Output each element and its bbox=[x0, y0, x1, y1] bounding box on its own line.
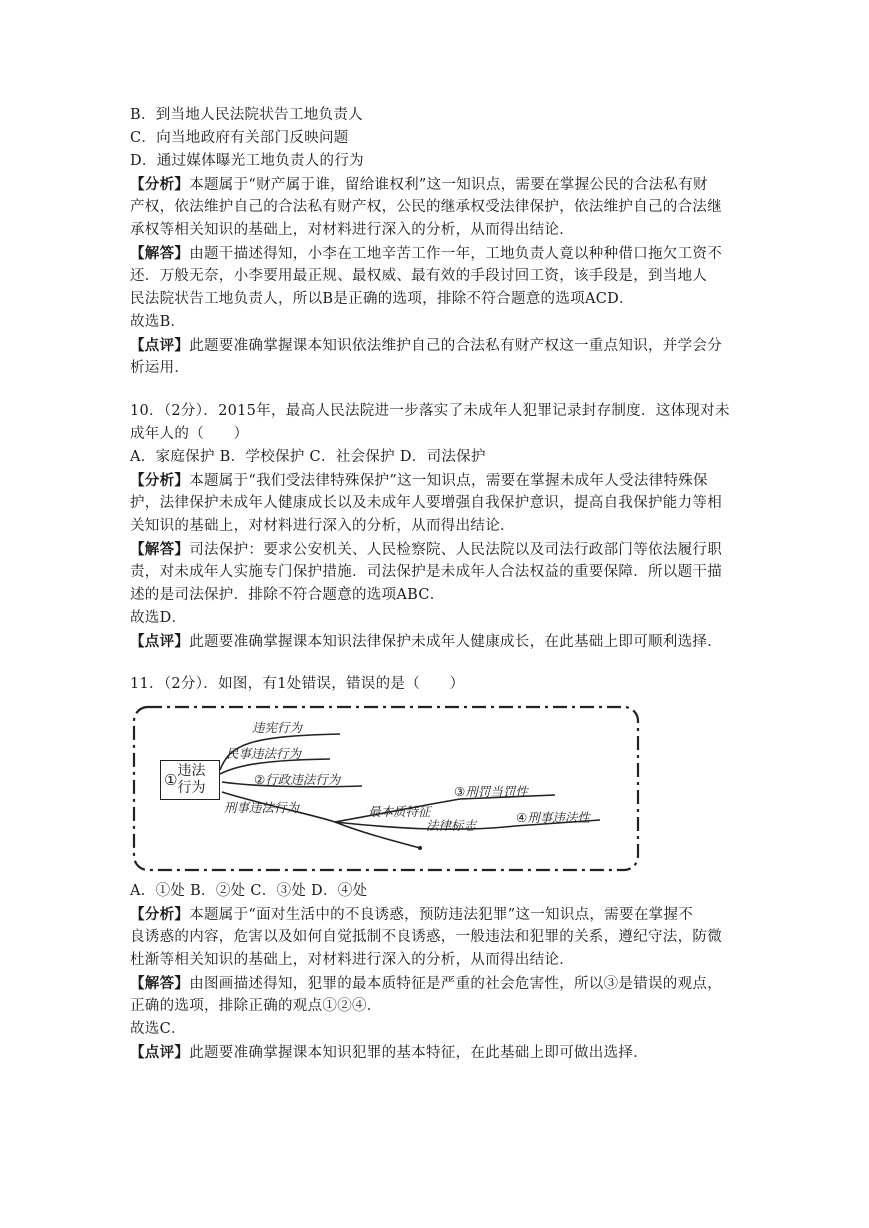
section-tag: 【点评】 bbox=[130, 633, 190, 650]
q11-analysis-line: 杜渐等相关知识的基础上，对材料进行深入的分析，从而得出结论． bbox=[130, 952, 574, 968]
q11-comment: 【点评】此题要准确掌握课本知识犯罪的基本特征，在此基础上即可做出选择． bbox=[130, 1044, 648, 1061]
section-tag: 【分析】 bbox=[130, 176, 190, 193]
q9-answer-line: 【解答】由题干描述得知，小李在工地辛苦工作一年，工地负责人竟以种种借口拖欠工资不 bbox=[130, 245, 722, 262]
q9-option-d: D．通过媒体曝光工地负责人的行为 bbox=[130, 153, 364, 169]
root-node-box bbox=[160, 760, 220, 800]
document-page bbox=[130, 104, 770, 1064]
branch-label: ②行政违法行为 bbox=[254, 772, 341, 787]
sub-branch-label: ④刑事违法性 bbox=[516, 810, 590, 825]
mind-map-diagram bbox=[130, 704, 642, 876]
sub-branch-label: 最本质特征 bbox=[368, 804, 431, 819]
q9-comment-line: 析运用． bbox=[130, 360, 190, 376]
q10-stem-line: 成年人的（ ） bbox=[130, 426, 249, 442]
q11-analysis-line: 【分析】本题属于“面对生活中的不良诱惑，预防违法犯罪”这一知识点，需要在掌握不 bbox=[130, 906, 694, 923]
section-tag: 【分析】 bbox=[130, 906, 190, 923]
q9-analysis-line: 【分析】本题属于“财产属于谁，留给谁权利”这一知识点，需要在掌握公民的合法私有财 bbox=[130, 176, 708, 193]
sub-branch-label: ③刑罚当罚性 bbox=[454, 784, 528, 799]
q11-stem: 11．（2分）．如图，有1处错误，错误的是（ ） bbox=[130, 676, 465, 692]
sub-branch-label: 法律标志 bbox=[426, 818, 477, 833]
section-tag: 【解答】 bbox=[130, 245, 190, 262]
q10-analysis-line: 护，法律保护未成年人健康成长以及未成年人要增强自我保护意识，提高自我保护能力等相 bbox=[130, 495, 722, 511]
q9-analysis-line: 承权等相关知识的基础上，对材料进行深入的分析，从而得出结论． bbox=[130, 222, 574, 238]
q9-option-c: C．向当地政府有关部门反映问题 bbox=[130, 130, 349, 146]
q10-analysis-line: 关知识的基础上，对材料进行深入的分析，从而得出结论． bbox=[130, 518, 515, 534]
section-tag: 【点评】 bbox=[130, 1044, 190, 1061]
section-tag: 【解答】 bbox=[130, 541, 190, 558]
q10-choice: 故选D． bbox=[130, 610, 187, 626]
q9-comment-line: 【点评】此题要准确掌握课本知识依法维护自己的合法私有财产权这一重点知识，并学会分 bbox=[130, 337, 722, 354]
section-tag: 【解答】 bbox=[130, 975, 190, 992]
q10-answer-line: 【解答】司法保护：要求公安机关、人民检察院、人民法院以及司法行政部门等依法履行职 bbox=[130, 541, 722, 558]
section-tag: 【点评】 bbox=[130, 337, 190, 354]
q10-answer-line: 责，对未成年人实施专门保护措施．司法保护是未成年人合法权益的重要保障．所以题干描 bbox=[130, 564, 722, 580]
q11-answer-line: 【解答】由图画描述得知，犯罪的最本质特征是严重的社会危害性，所以③是错误的观点， bbox=[130, 975, 722, 992]
section-tag: 【分析】 bbox=[130, 472, 190, 489]
q9-choice: 故选B． bbox=[130, 314, 186, 330]
branch-label: 民事违法行为 bbox=[226, 746, 302, 761]
root-node-number: ① bbox=[164, 771, 178, 789]
root-node-label: 违法行为 bbox=[177, 763, 206, 796]
q11-choice: 故选C． bbox=[130, 1021, 186, 1037]
q9-option-b: B．到当地人民法院状告工地负责人 bbox=[130, 107, 363, 123]
branch-label: 违宪行为 bbox=[252, 720, 303, 735]
q10-analysis-line: 【分析】本题属于“我们受法律特殊保护”这一知识点，需要在掌握未成年人受法律特殊保 bbox=[130, 472, 708, 489]
q11-answer-line: 正确的选项，排除正确的观点①②④． bbox=[130, 998, 382, 1014]
q9-analysis-line: 产权，依法维护自己的合法私有财产权，公民的继承权受法律保护，依法维护自己的合法继 bbox=[130, 199, 722, 215]
q11-options: A．①处 B．②处 C．③处 D．④处 bbox=[130, 883, 368, 899]
q10-answer-line: 述的是司法保护．排除不符合题意的选项ABC． bbox=[130, 587, 445, 603]
q10-stem-line: 10．（2分）．2015年，最高人民法院进一步落实了未成年人犯罪记录封存制度．这体现对未 bbox=[130, 403, 730, 419]
q10-options: A．家庭保护 B．学校保护 C．社会保护 D．司法保护 bbox=[130, 449, 486, 465]
q10-comment: 【点评】此题要准确掌握课本知识法律保护未成年人健康成长，在此基础上即可顺利选择． bbox=[130, 633, 722, 650]
q11-analysis-line: 良诱惑的内容，危害以及如何自觉抵制不良诱惑，一般违法和犯罪的关系，遵纪守法，防微 bbox=[130, 929, 722, 945]
branch-label: 刑事违法行为 bbox=[224, 800, 300, 815]
q9-answer-line: 民法院状告工地负责人，所以B是正确的选项，排除不符合题意的选项ACD． bbox=[130, 291, 634, 307]
q9-answer-line: 还．万般无奈，小李要用最正规、最权威、最有效的手段讨回工资，该手段是，到当地人 bbox=[130, 268, 708, 284]
